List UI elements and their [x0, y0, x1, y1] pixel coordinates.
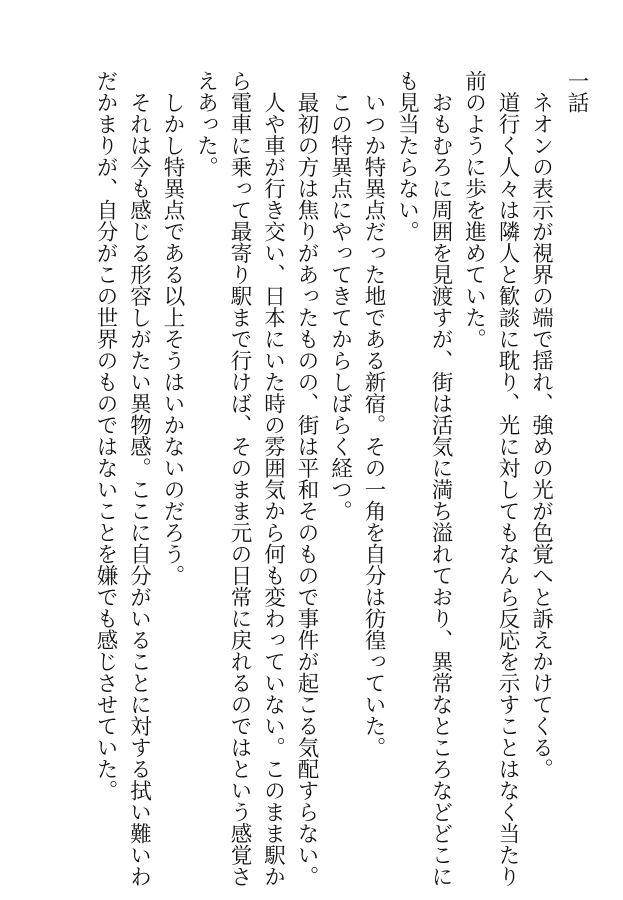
text-line: ネオンの表示が視界の端で揺れ、強めの光が色覚へと訴えかけてくる。 [528, 70, 554, 780]
text-line: も見当たらない。 [394, 70, 420, 242]
text-line: それは今も感じる形容しがたい異物感。ここに自分がいることに対する拭い難いわ [126, 70, 152, 887]
text-line: ら電車に乗って最寄り駅まで行けば、そのまま元の日常に戻れるのではという感覚さ [227, 70, 252, 887]
text-line: この特異点にやってきてからしばらく経つ。 [327, 70, 353, 522]
text-line: 最初の方は焦りがあったものの、街は平和そのもので事件が起こる気配すらない。 [294, 70, 319, 887]
text-line: おもむろに周囲を見渡すが、街は活気に満ち溢れており、異常なところなどどこに [428, 70, 453, 887]
text-line: 道行く人々は隣人と歓談に耽り、光に対してもなんら反応を示すことはなく当たり [495, 70, 520, 887]
text-line: しかし特異点である以上そうはいかないのだろう。 [160, 70, 185, 586]
text-line: いつか特異点だった地である新宿。その一角を自分は彷徨っていた。 [361, 70, 386, 758]
text-line: えあった。 [193, 70, 219, 178]
text-line: だかまりが、自分がこの世界のものではないことを嫌でも感じさせていた。 [93, 70, 118, 801]
chapter-title: 一話 [564, 70, 589, 113]
text-line: 前のように歩を進めていた。 [461, 70, 487, 350]
novel-text [89, 70, 594, 887]
text-line: 人や車が行き交い、日本にいた時の雰囲気から何も変わっていない。このまま駅か [260, 70, 286, 887]
